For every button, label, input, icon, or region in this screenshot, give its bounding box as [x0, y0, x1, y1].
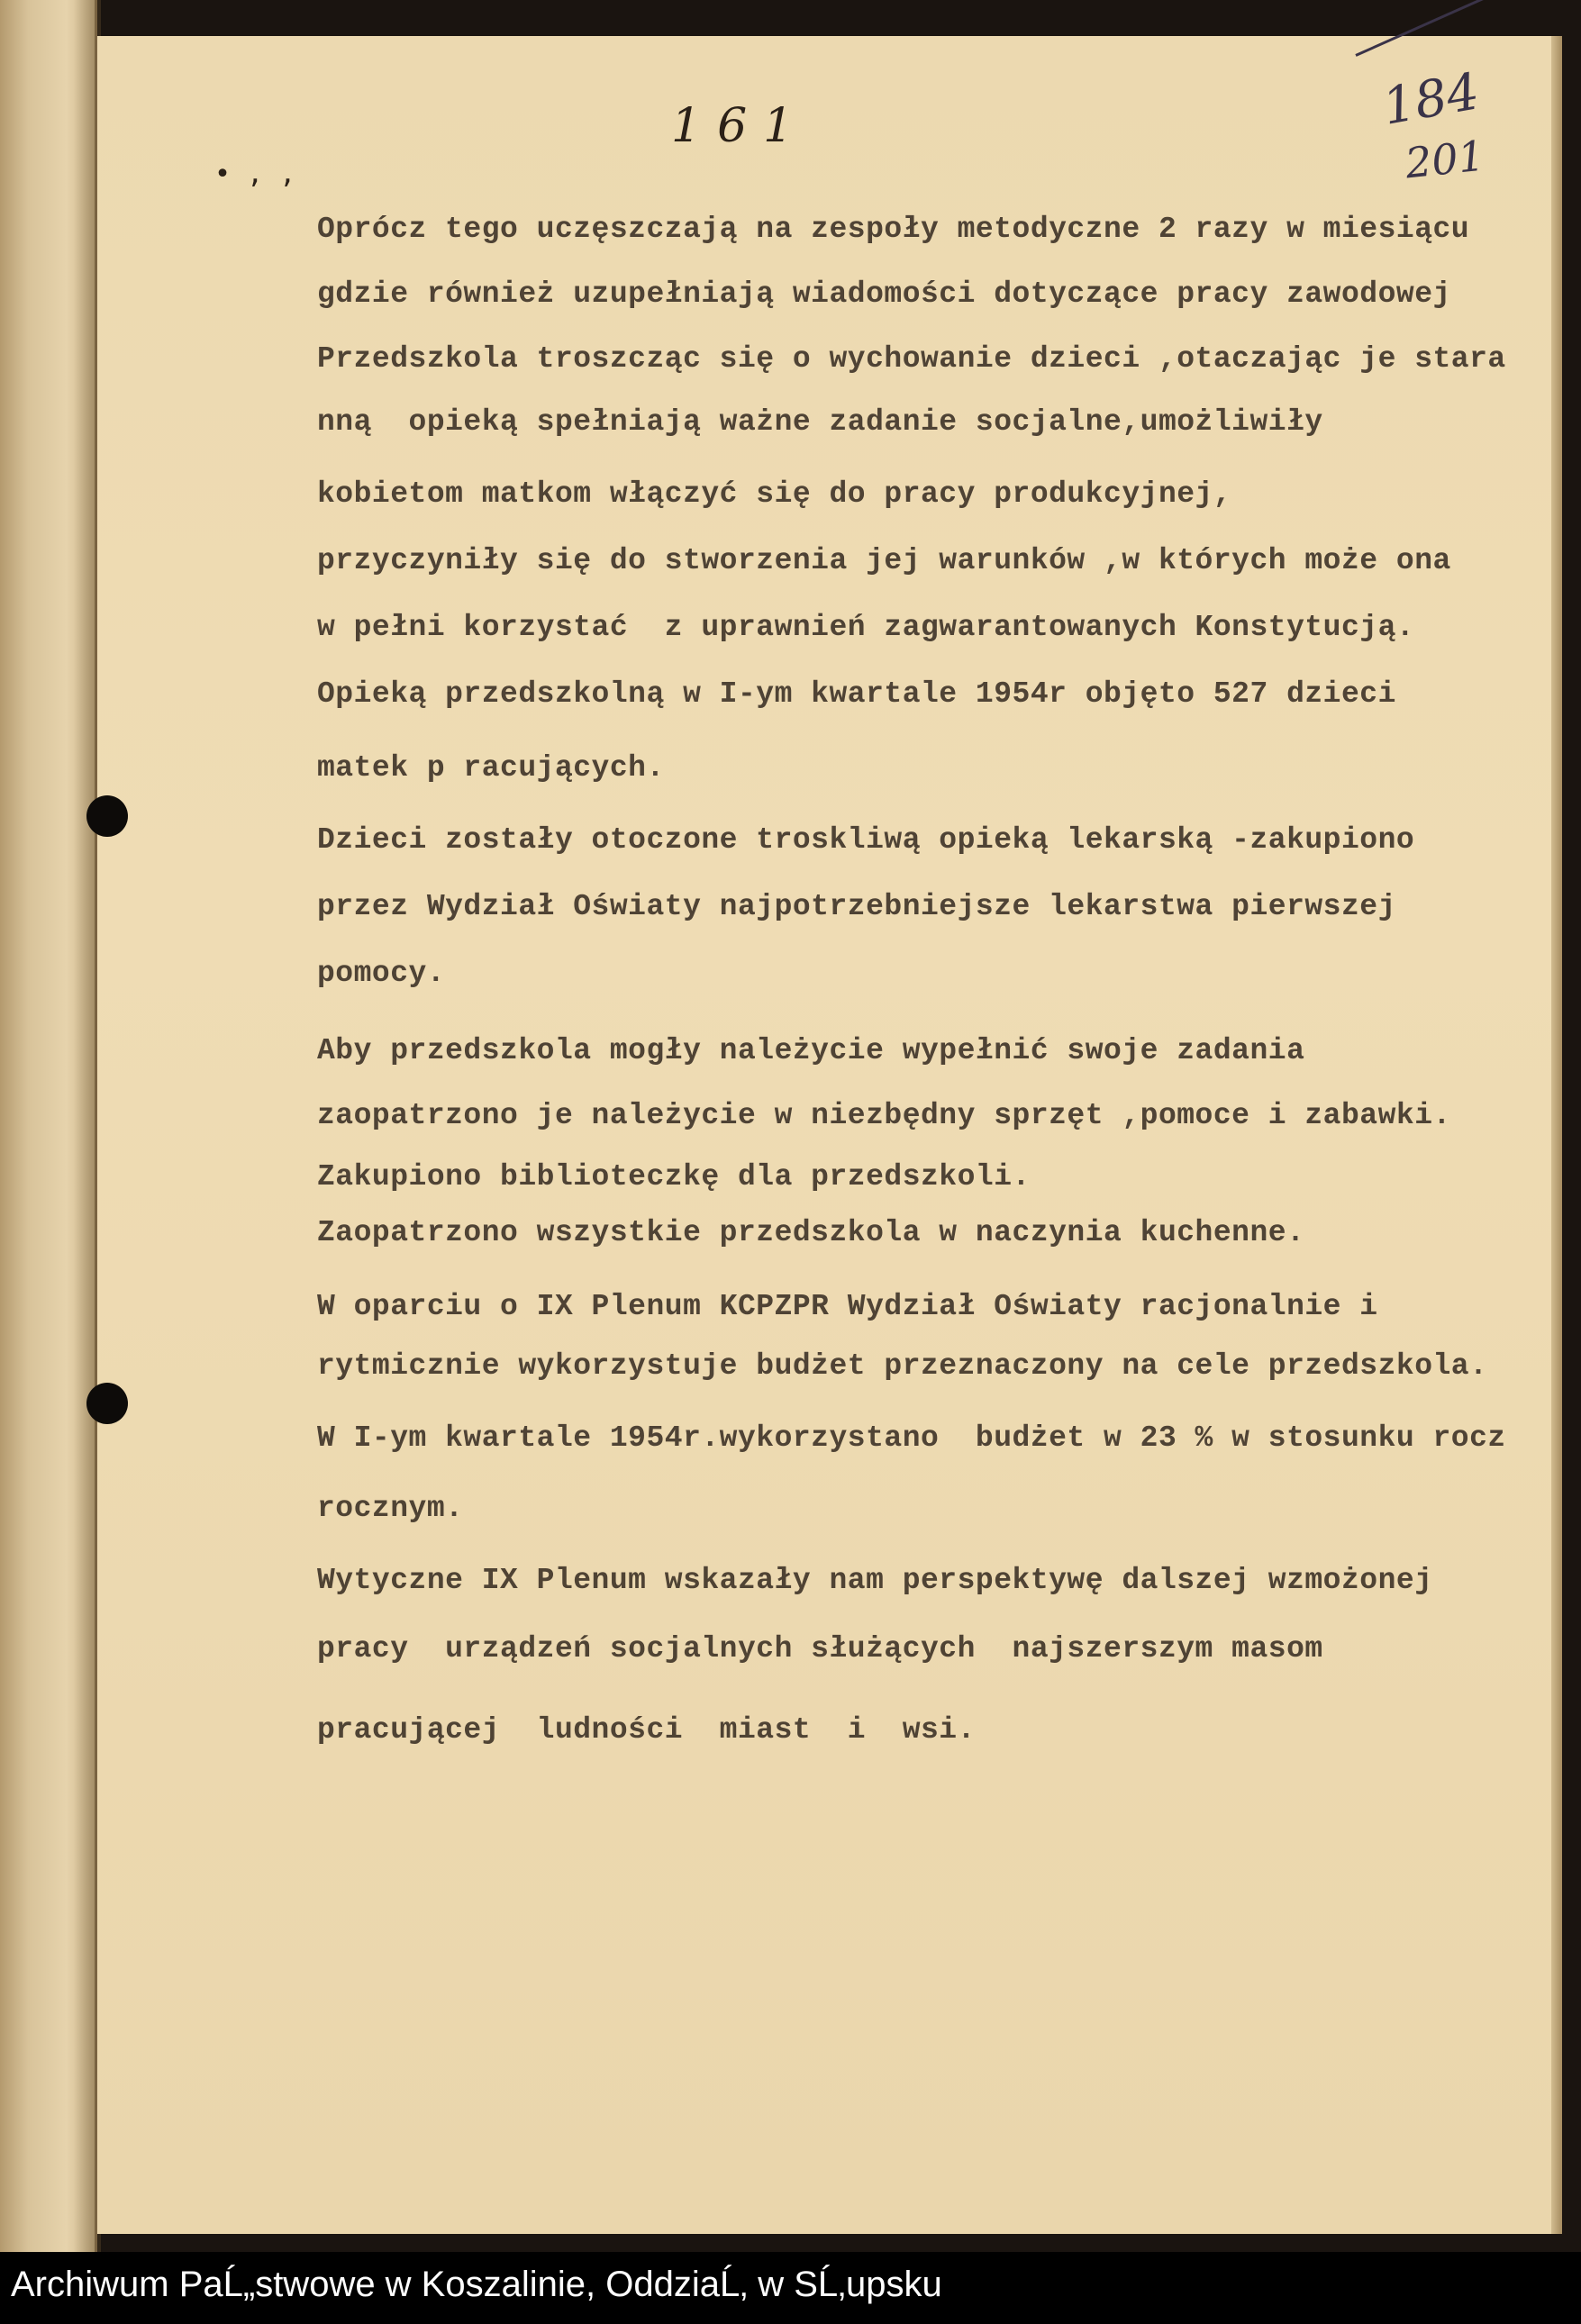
text-line: rocznym.: [317, 1492, 464, 1525]
text-line: w pełni korzystać z uprawnień zagwarantowanych Konstytucją.: [317, 611, 1415, 644]
text-line: Opieką przedszkolną w I-ym kwartale 1954r objęto 527 dzieci: [317, 677, 1396, 711]
text-line: W oparciu o IX Plenum KCPZPR Wydział Oświaty racjonalnie i: [317, 1290, 1378, 1323]
text-line: pomocy.: [317, 957, 446, 990]
punch-hole: [86, 1383, 128, 1424]
text-line: Zakupiono biblioteczkę dla przedszkoli.: [317, 1160, 1031, 1194]
text-line: nną opieką spełniają ważne zadanie socjalne,umożliwiły: [317, 405, 1323, 439]
text-line: Oprócz tego uczęszczają na zespoły metodyczne 2 razy w miesiącu: [317, 213, 1470, 246]
archive-caption: Archiwum PaĹ„stwowe w Koszalinie, OddziaĹ‚ w SĹ‚upsku: [11, 2265, 942, 2304]
text-line: matek p racujących.: [317, 751, 665, 785]
text-line: gdzie również uzupełniają wiadomości dotyczące pracy zawodowej: [317, 277, 1451, 311]
handwritten-folio-number-corrected: 201: [1403, 131, 1487, 188]
text-line: przyczyniły się do stworzenia jej warunków ,w których może ona: [317, 544, 1451, 577]
text-line: Zaopatrzono wszystkie przedszkola w naczynia kuchenne.: [317, 1216, 1305, 1249]
text-line: Przedszkola troszcząc się o wychowanie dzieci ,otaczając je stara: [317, 342, 1506, 376]
text-line: pracy urządzeń socjalnych służących najszerszym masom: [317, 1632, 1323, 1666]
sheet-right-edge: [1551, 36, 1562, 2234]
text-line: Wytyczne IX Plenum wskazały nam perspektywę dalszej wzmożonej: [317, 1564, 1433, 1597]
handwritten-folio-number: 184: [1378, 62, 1484, 137]
text-line: zaopatrzono je należycie w niezbędny sprzęt ,pomoce i zabawki.: [317, 1099, 1451, 1132]
corner-marks: • , ,: [214, 159, 296, 190]
text-line: pracującej ludności miast i wsi.: [317, 1713, 976, 1747]
text-line: W I-ym kwartale 1954r.wykorzystano budżet w 23 % w stosunku rocz: [317, 1421, 1506, 1455]
page-number: 161: [671, 99, 810, 153]
text-line: Aby przedszkola mogły należycie wypełnić swoje zadania: [317, 1034, 1305, 1067]
punch-hole: [86, 795, 128, 837]
text-line: Dzieci zostały otoczone troskliwą opieką lekarską -zakupiono: [317, 823, 1415, 857]
text-line: przez Wydział Oświaty najpotrzebniejsze lekarstwa pierwszej: [317, 890, 1396, 923]
text-line: kobietom matkom włączyć się do pracy produkcyjnej,: [317, 477, 1232, 511]
text-line: rytmicznie wykorzystuje budżet przeznaczony na cele przedszkola.: [317, 1349, 1488, 1383]
